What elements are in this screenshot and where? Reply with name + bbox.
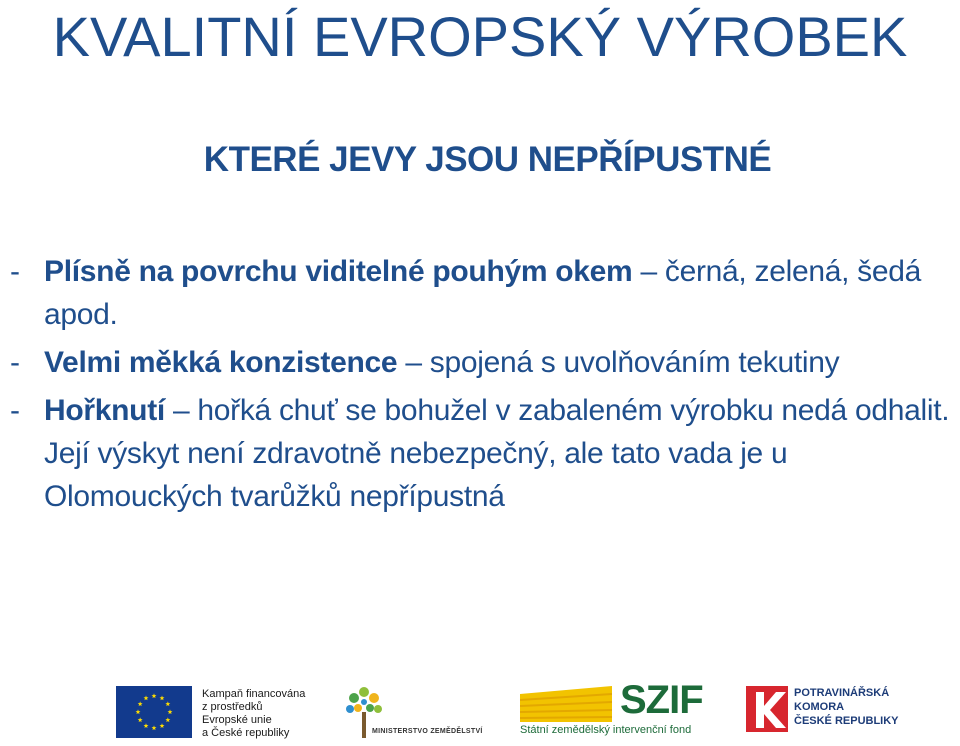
food-chamber-logo (746, 686, 926, 742)
bullet-list (10, 250, 955, 518)
footer-logos (110, 680, 910, 740)
bullet-dash: - (10, 394, 20, 427)
bullet-bold: Hořknutí (44, 394, 165, 427)
food-chamber-icon (746, 686, 788, 732)
bullet-item (10, 389, 955, 518)
ministry-text: MINISTERSTVO ZEMĚDĚLSTVÍ (372, 728, 483, 735)
bullet-text: – spojená s uvolňováním tekutiny (397, 346, 840, 379)
bullet-text: – černá, zelená, šedá apod. (44, 255, 922, 331)
pk-line: KOMORA (794, 701, 845, 713)
bullet-bold: Plísně na povrchu viditelné pouhým okem (44, 255, 633, 288)
slide-subtitle: KTERÉ JEVY JSOU NEPŘÍPUSTNÉ (203, 140, 772, 179)
pk-line: ČESKÉ REPUBLIKY (794, 715, 899, 727)
eu-line: a České republiky (202, 727, 290, 739)
eu-line: z prostředků (202, 701, 263, 713)
bullet-item (10, 341, 955, 384)
szif-subtitle: Státní zemědělský intervenční fond (520, 724, 692, 736)
szif-wordmark: SZIF (620, 678, 703, 722)
bullet-bold: Velmi měkká konzistence (44, 346, 398, 379)
ministry-logo (342, 680, 492, 744)
bullet-text: – hořká chuť se bohužel v zabaleném výrobku nedá odhalit. Její výskyt není zdravotně nebezpečný, ale tato vada je u Olomouckých tvarůžků nepřípustná (44, 394, 950, 513)
eu-funding-text (202, 688, 305, 740)
szif-logo (520, 680, 720, 744)
eu-funding-logo (110, 680, 310, 740)
szif-field-icon (520, 686, 612, 722)
slide-title: KVALITNÍ EVROPSKÝ VÝROBEK (52, 5, 908, 68)
food-chamber-text (794, 686, 899, 728)
eu-line: Evropské unie (202, 714, 272, 726)
bullet-item (10, 250, 955, 336)
bullet-dash: - (10, 346, 20, 379)
pk-line: POTRAVINÁŘSKÁ (794, 687, 890, 699)
bullet-dash: - (10, 255, 20, 288)
eu-flag-svg (116, 686, 192, 738)
eu-flag-icon (116, 686, 192, 738)
eu-line: Kampaň financována (202, 688, 306, 700)
